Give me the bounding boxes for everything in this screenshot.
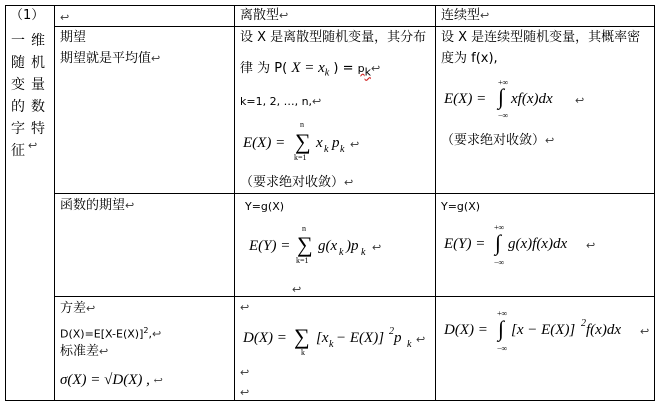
discrete-function-def: Y=g(X)	[245, 200, 285, 213]
continuous-intro-line1: 设 X 是连续型随机变量，其概率密	[441, 30, 641, 45]
variance-title: 方差↩	[60, 301, 96, 316]
section-number: （1）	[10, 8, 45, 23]
discrete-intro-line2: 律 为 P( $X = x_k$ ) = $p_k↩$	[240, 60, 381, 79]
discrete-function-mark: ↩	[292, 283, 302, 296]
expectation-title: 期望	[60, 30, 87, 45]
header-discrete: 离散型↩	[240, 8, 289, 23]
row-divider-3	[54, 296, 655, 297]
variance-definition: $D(X)=E[X-E(X)]^2,↩$	[60, 326, 162, 341]
std-dev-formula: σ(X) = √D(X) , ↩	[60, 372, 163, 388]
border-left	[5, 5, 6, 401]
discrete-k-range: k=1, 2, …, n,↩	[240, 95, 322, 108]
function-expectation-title: 函数的期望↩	[60, 198, 135, 213]
col-divider-2	[234, 5, 235, 401]
expectation-subtitle: 期望就是平均值↩	[60, 51, 161, 66]
variance-discrete-mark-mid: ↩	[240, 366, 250, 379]
header-continuous: 连续型↩	[441, 8, 490, 23]
paragraph-mark: ↩	[28, 139, 38, 152]
std-dev-title: 标准差↩	[60, 344, 109, 359]
border-top	[5, 5, 655, 6]
discrete-convergence-note: （要求绝对收敛）↩	[240, 175, 354, 190]
continuous-function-def: Y=g(X)	[441, 200, 481, 213]
continuous-convergence-note: （要求绝对收敛）↩	[441, 133, 555, 148]
continuous-intro-line2: 度为 f(x),	[441, 51, 498, 66]
section-title-vertical: 一维随机变量的数字特征	[11, 33, 51, 159]
variance-discrete-mark-top: ↩	[240, 301, 250, 314]
discrete-intro-line1: 设 X 是离散型随机变量，其分布	[240, 30, 427, 45]
border-bottom	[5, 400, 655, 401]
col-divider-3	[435, 5, 436, 401]
row-divider-1	[54, 26, 655, 27]
row-divider-2	[54, 193, 655, 194]
variance-discrete-mark-bottom: ↩	[240, 386, 250, 399]
col-divider-1	[54, 5, 55, 401]
header-col1-mark: ↩	[60, 11, 70, 24]
